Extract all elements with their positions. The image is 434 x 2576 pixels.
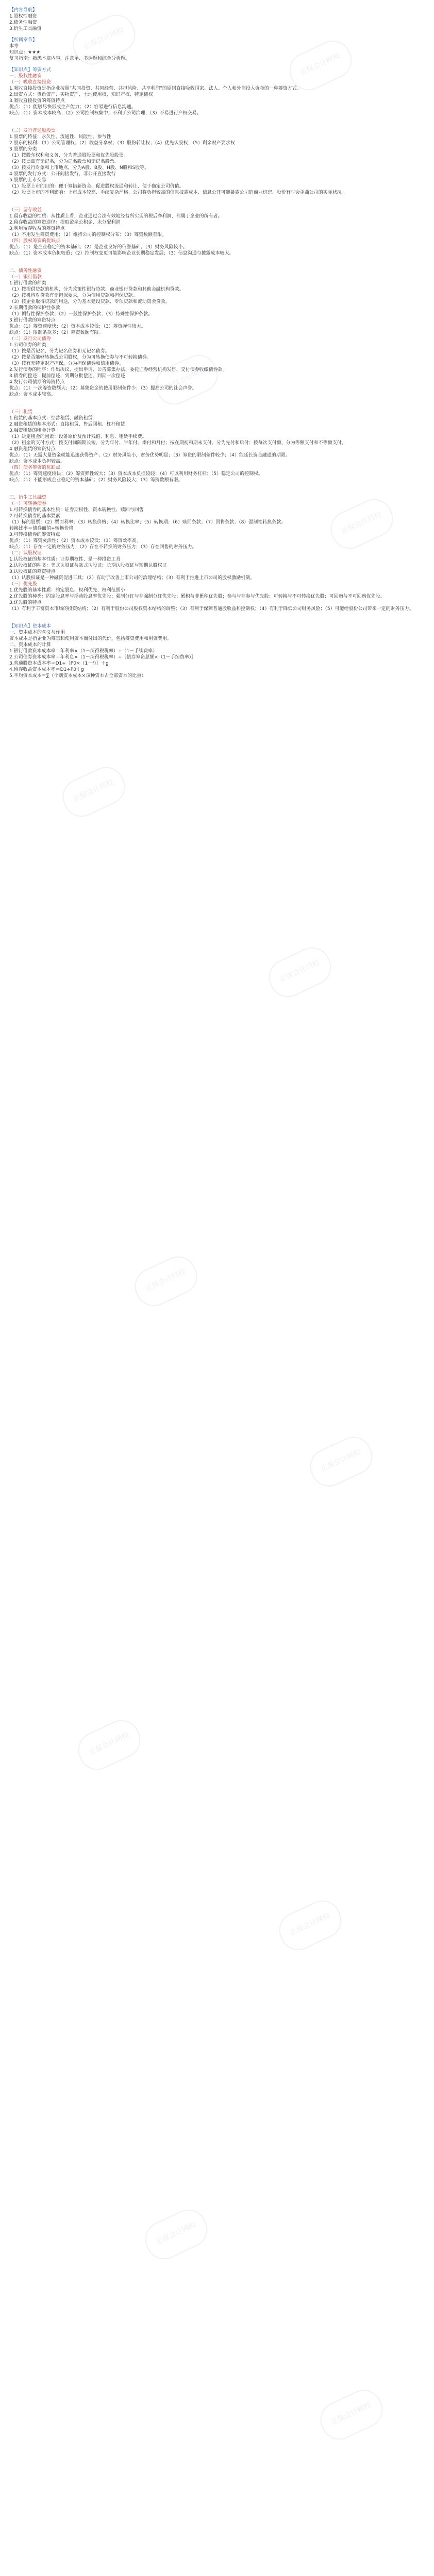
watermark-logo: 正保会计网校	[273, 1894, 347, 1956]
text-line: 3.债券的偿还：提前偿还、到期分批偿还、到期一次偿还	[9, 374, 125, 379]
text-line: （三）优先股	[9, 582, 38, 587]
text-line: 4.融资租赁的筹资特点	[9, 447, 56, 452]
section1-lines	[9, 79, 425, 116]
watermark-logo: 正保会计网校	[67, 9, 141, 70]
watermark-logo: 正保会计网校	[57, 761, 131, 822]
text-line: 3.优先股的特点	[9, 600, 42, 605]
text-line: 二、资本成本的计算	[9, 642, 52, 648]
text-line: 缺点：资本成本较高。	[9, 392, 56, 397]
section7-lines	[9, 630, 425, 679]
watermark-logo: 正保会计网校	[129, 1250, 203, 1312]
text-line: 1.公司债券的种类	[9, 343, 46, 348]
text-line: 2.发行债券的程序：作出决议、提出申请、公告募集办法、委托证券经营机构发售、交付债券收缴债券款。	[9, 367, 227, 372]
watermark-logo: 正保会计网校	[149, 349, 224, 410]
text-line: 1.留存收益的性质：从性质上看，企业通过合法有效地经营所实现的税后净利润，都属于企业的所有者。	[9, 214, 223, 219]
text-line: （一）可转换债券	[9, 501, 47, 506]
text-line: （2）按机构对贷款有无担保要求，分为信用贷款和担保贷款。	[9, 293, 138, 298]
text-line: （二）认股权证	[9, 551, 42, 556]
text-line: 3.利用留存收益的筹资特点	[9, 226, 65, 231]
section4-lines	[9, 274, 425, 398]
text-line: 3.吸收直接投资的筹资特点	[9, 98, 65, 104]
text-line: 5.平均资本成本＝∑（个别资本成本×该种资本占全部资本的比重）	[9, 673, 146, 679]
text-line: 转换比率＝债券面值÷转换价格	[9, 526, 74, 531]
text-line: 1.可转换债券的基本性质：证券期权性、资本转换性、赎回与回售	[9, 507, 144, 513]
section-heading: 【知识点】资本成本	[9, 624, 52, 629]
text-line: 2.留存收益的筹资途径：提取盈余公积金、未分配利润	[9, 220, 121, 225]
text-line: （一）银行借款	[9, 275, 42, 280]
text-line: 2.认股权证的种类：美式认股证与欧式认股证；长期认股权证与短期认股权证	[9, 563, 167, 568]
text-line: （1）按股东权利和义务，分为普通股股票和优先股股票。	[9, 153, 128, 158]
text-line: （1）例行性保护条款；（2）一般性保护条款；（3）特殊性保护条款。	[9, 312, 153, 317]
text-line: 1.租赁的基本形式：经营租赁、融资租赁	[9, 416, 93, 421]
text-line: （1）标的股票；（2）票面利率；（3）转换价格；（4）转换比率；（5）转换期；（6）赎回条款；（7）回售条款；（8）强制性转换条款。	[9, 520, 286, 525]
text-line: （2）按是否能够转换成公司股权，分为可转换债券与不可转换债券。	[9, 355, 152, 360]
text-line: 3.普通股资本成本率＝D1÷［P0×（1－f）］＋g	[9, 661, 109, 666]
text-line: 缺点：（1）不能形成企业稳定的资本基础；（2）财务风险较大；（3）筹资数额有限。	[9, 478, 183, 483]
section6-lines	[9, 501, 425, 612]
nav-title: 【内容导航】	[9, 8, 38, 13]
text-line: （2）租金的支付方式：按支付间隔期长短，分为年付、半年付、季付和月付；按在期初和期末支付，分为先付和后付；按每次支付额，分为等额支付和不等额支付。	[9, 440, 346, 446]
text-line: 2.优先股的种类：固定股息率与浮动股息率优先股；强制分红与非强制分红优先股；累积与非累积优先股；参与与非参与优先股；可转换与不可转换优先股；可回购与不可回购优先股。	[9, 594, 385, 599]
section2-lines	[9, 128, 425, 196]
text-line: 4.股票的发行方式：公开间接发行、非公开直接发行	[9, 172, 116, 177]
subsection-title: 三、衍生工具融资	[9, 495, 47, 500]
text-line: （四）债务筹资的优缺点	[9, 465, 61, 470]
text-line: 4.发行公司债券的筹资特点	[9, 380, 65, 385]
text-line: 2.长期借款的保护性条款	[9, 306, 60, 311]
text-line: （3）按有无特定财产担保，分为担保债券和信用债券。	[9, 361, 124, 366]
text-line: 优点：（1）能够尽快形成生产能力；（2）容易进行信息沟通。	[9, 105, 136, 110]
subsection-title: 一、股权性融资	[9, 74, 42, 79]
text-line: 3.股票的分类	[9, 147, 37, 152]
text-line: 1.优先股的基本性质：约定股息、权利优先、权利范围小	[9, 588, 125, 593]
text-line: 3.银行借款的筹资特点	[9, 318, 56, 323]
text-line: 2.股东的权利：（1）公司管理权；（2）收益分享权；（3）股份转让权；（4）优先认股权；（5）剩余财产要求权	[9, 141, 235, 146]
text-line: 5.股票的上市交易	[9, 178, 46, 183]
text-line: 1.股票的特征：永久性、流通性、风险性、参与性	[9, 134, 111, 140]
text-line: （3）按企业取得贷款的用途，分为基本建设贷款、专项贷款和流动资金贷款。	[9, 299, 170, 304]
text-line: （二）发行普通股股票	[9, 128, 56, 133]
text-line: 1.吸收直接投资是指企业按照“共同投资、共同经营、共担风险、共享利润”的原则直接吸收国家、法人、个人和外商投入资金的一种筹资方式。	[9, 86, 302, 91]
text-line: （1）按提供贷款的机构，分为政策性银行贷款、商业银行贷款和其他金融机构贷款。	[9, 287, 184, 292]
text-line: （1）按是否记名，分为记名债券和无记名债券。	[9, 349, 110, 354]
text-line: 一、资本成本的含义与作用	[9, 630, 65, 635]
text-line: 2.出资方式：货币资产、实物资产、土地使用权、知识产权、特定债权	[9, 92, 153, 97]
document-body	[9, 7, 425, 679]
text-line: 优点：（1）筹资速度快；（2）资本成本较低；（3）筹资弹性较大。	[9, 324, 146, 329]
text-line: （2）股票上市的不利影响：上市成本较高、手续复杂严格、公司将负担较高的信息披露成本、信息公开可能暴露公司的商业机密、股价有时会歪曲公司的实际状况。	[9, 190, 346, 195]
nav-item-1[interactable]: 1.股权性融资	[9, 14, 37, 19]
nav-item-3[interactable]: 3.衍生工具融资	[9, 26, 42, 31]
text-line: （1）有利于丰富资本市场的投资结构；（2）有利于股份公司股权资本结构的调整；（3）有利于保障普通股收益和控制权；（4）有利于降低公司财务风险；（5）可能给股份公司带来一定的财务压力。	[9, 606, 414, 612]
watermark-logo: 正保会计网校	[263, 941, 337, 1003]
text-line: 优点：（1）无需大量资金就能迅速获得资产；（2）财务风险小，财务优势明显；（3）筹资的限制条件较少；（4）能延长资金融通的期限。	[9, 453, 290, 458]
text-line: 缺点：（1）存在一定的财务压力；（2）存在不转换的财务压力；（3）存在回售的财务压力。	[9, 545, 197, 550]
text-line: 2.公司债券资本成本率＝年利息×（1－所得税税率）÷［债券筹资总额×（1－手续费率）］	[9, 655, 196, 660]
text-line: 3.融资租赁的租金计算	[9, 428, 56, 433]
text-line: 1.认股权证的基本性质：证券期权性、是一种投资工具	[9, 557, 121, 562]
text-line: 缺点：（1）资本成本负担较重；（2）控制权变更可能影响企业长期稳定发展；（3）信息沟通与披露成本较大。	[9, 251, 234, 256]
text-line: （3）按发行对象和上市地点，分为A股、B股、H股、N股和S股等。	[9, 165, 149, 171]
text-line: 优点：（1）筹资速度较快；（2）筹资弹性较大；（3）资本成本负担较轻；（4）可以利用财务杠杆；（5）稳定公司的控制权。	[9, 471, 263, 477]
text-line: 优点：（1）是企业稳定的资本基础；（2）是企业良好的信誉基础；（3）财务风险较小。	[9, 245, 188, 250]
section5-lines	[9, 409, 425, 483]
text-line: （2）按票面有无记名，分为记名股票和无记名股票。	[9, 159, 119, 164]
category-label: 【所属章节】	[9, 38, 38, 43]
section-heading: 【知识点】筹资方式	[9, 67, 52, 73]
section3-lines	[9, 207, 425, 257]
text-line: （1）决定租金的因素：设备原价及预计残值、利息、租赁手续费。	[9, 434, 147, 439]
subsection-title: 二、债务性融资	[9, 268, 42, 274]
text-line: （二）发行公司债券	[9, 336, 52, 342]
text-line: 3.可转换债券的筹资特点	[9, 532, 60, 537]
watermark-logo: 正保会计网校	[304, 1431, 378, 1492]
watermark-logo: 正保会计网校	[325, 493, 399, 554]
watermark-logo: 正保会计网校	[283, 35, 358, 96]
text-line: 资本成本是指企业为筹集和使用资本而付出的代价，包括筹资费用和用资费用。	[9, 636, 172, 641]
text-line: 缺点：资本成本负担较高。	[9, 459, 65, 464]
text-line: （1）不用发生筹资费用；（2）维持公司的控制权分布；（3）筹资数额有限。	[9, 232, 167, 238]
text-line: 1.银行借款的种类	[9, 281, 46, 286]
text-line: 3.认股权证的筹资特点	[9, 569, 56, 574]
text-line: 优点：（1）一次筹资数额大；（2）募集资金的使用限制条件少；（3）提高公司的社会声誉。	[9, 386, 197, 391]
nav-item-2[interactable]: 2.债务性融资	[9, 20, 37, 25]
watermark-logo: 正保会计网校	[72, 1714, 146, 1775]
watermark-logo: 正保会计网校	[314, 2384, 389, 2445]
text-line: （四）股权筹资的优缺点	[9, 239, 61, 244]
text-line: 缺点：（1）限制条款多；（2）筹资数额有限。	[9, 330, 104, 335]
text-line: （三）租赁	[9, 410, 33, 415]
text-line: 2.融资租赁的基本形式：直接租赁、售后回租、杠杆租赁	[9, 422, 125, 427]
watermark-logo: 正保会计网校	[139, 2204, 213, 2265]
text-line: （1）认股权证是一种融资促进工具；（2）有助于改善上市公司的治理结构；（3）有利于推进上市公司的股权激励机制。	[9, 575, 255, 581]
text-line: （三）留存收益	[9, 208, 42, 213]
text-line: 缺点：（1）资本成本较高；（2）公司控制权集中，不利于公司治理；（3）不易进行产权交易。	[9, 111, 202, 116]
study-tip: 复习指南：熟悉本章内容，注意单、多选题和综合分析题。	[9, 56, 130, 61]
text-line: 优点：（1）筹资灵活性；（2）资本成本较低；（3）筹资效率高。	[9, 538, 141, 544]
text-line: （1）股票上市的目的：便于筹措新资金、促进股权流通和转让、便于确定公司价值。	[9, 184, 184, 189]
text-line: 2.可转换债券的基本要素	[9, 514, 60, 519]
chapter-text: 本章	[9, 44, 19, 49]
text-line: 4.留存收益资本成本率＝D1÷P0＋g	[9, 667, 84, 672]
text-line: 1.银行借款资本成本率＝年利率×（1－所得税税率）÷（1－手续费率）	[9, 649, 158, 654]
text-line: （一）吸收直接投资	[9, 80, 52, 85]
stars-label: 知识点：★★★	[9, 50, 41, 55]
